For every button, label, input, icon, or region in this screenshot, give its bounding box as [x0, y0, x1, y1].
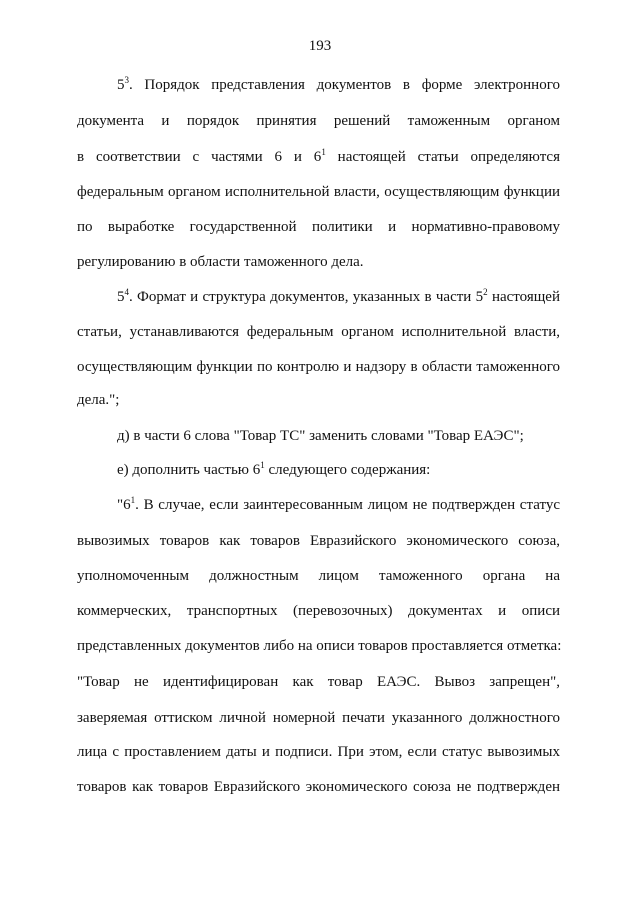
text-line-14: вывозимых товаров как товаров Евразийского экономического союза,: [77, 533, 560, 549]
text-line-2: документа и порядок принятия решений таможенным органом: [77, 113, 560, 129]
text-line-3: в соответствии с частями 6 и $6^1$ настоящей статьи определяются: [77, 147, 560, 165]
text-line-20: лица с проставлением даты и подписи. При этом, если статус вывозимых: [77, 744, 560, 760]
text-line-10: дела.";: [77, 392, 120, 408]
page-number: 193: [308, 38, 332, 54]
text-line-8: статьи, устанавливаются федеральным органом исполнительной власти,: [77, 324, 560, 340]
text-line-9: осуществляющим функции по контролю и надзору в области таможенного: [77, 359, 560, 375]
text-line-5: по выработке государственной политики и нормативно-правовому: [77, 219, 560, 235]
text-line-19: заверяемая оттиском личной номерной печати указанного должностного: [77, 710, 560, 726]
text-line-21: товаров как товаров Евразийского экономического союза не подтвержден: [77, 779, 560, 795]
text-line-1: $5^3$. Порядок представления документов в форме электронного: [117, 75, 560, 93]
text-line-17: представленных документов либо на описи товаров проставляется отметка:: [77, 638, 562, 654]
text-line-6: регулированию в области таможенного дела.: [77, 254, 364, 270]
text-line-15: уполномоченным должностным лицом таможенного органа на: [77, 568, 560, 584]
text-line-18: "Товар не идентифицирован как товар ЕАЭС. Вывоз запрещен",: [77, 674, 560, 690]
text-line-11: д) в части 6 слова "Товар ТС" заменить словами "Товар ЕАЭС";: [117, 428, 524, 444]
text-line-12: е) дополнить частью $6^1$ следующего содержания:: [117, 460, 431, 478]
text-line-13: "$6^1$. В случае, если заинтересованным лицом не подтвержден статус: [117, 495, 560, 513]
text-line-16: коммерческих, транспортных (перевозочных) документах и описи: [77, 603, 560, 619]
text-line-7: $5^4$. Формат и структура документов, указанных в части $5^2$ настоящей: [117, 287, 560, 305]
text-line-4: федеральным органом исполнительной власти, осуществляющим функции: [77, 184, 560, 200]
